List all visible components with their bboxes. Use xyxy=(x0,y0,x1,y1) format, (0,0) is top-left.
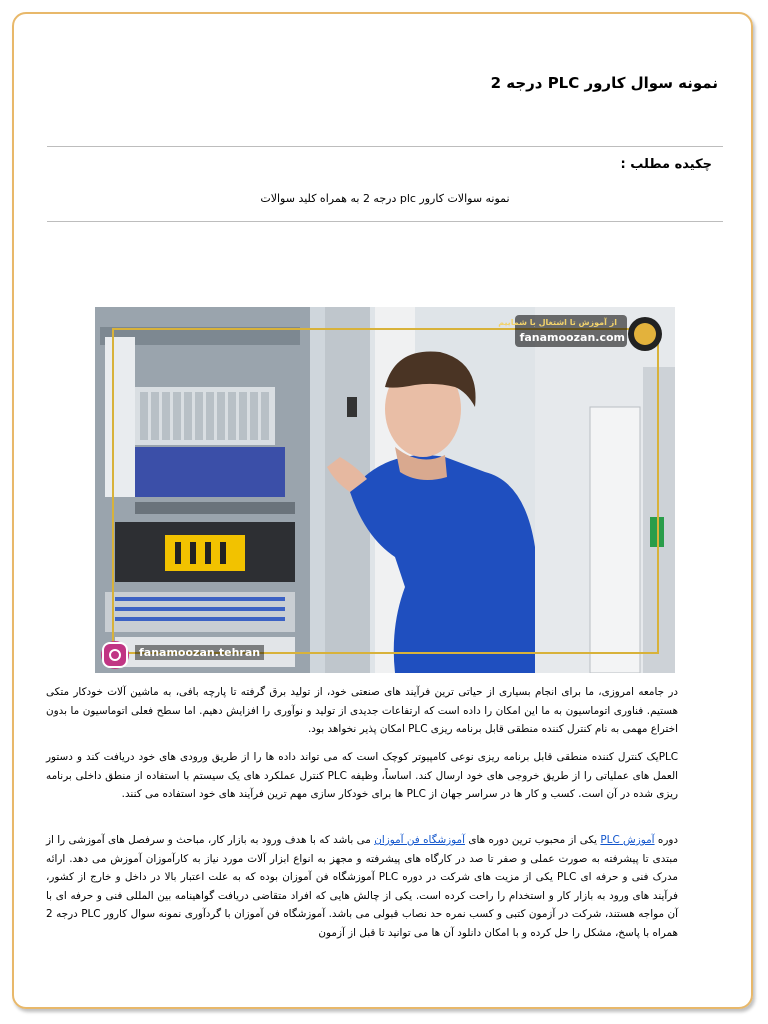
paragraph-intro: در جامعه امروزی، ما برای انجام بسیاری از حیاتی ترین فرآیند های صنعتی خود، از تولید برق گرفته تا پارچه بافی، به ماشین آلات خودکار متکی هستیم. فناوری اتوماسیون به ما این امکان را داده است که ارتفاعات جدیدی از تولید و نوآوری را افزایش دهیم. اما سطح فعلی اتوماسیون ما بدون اختراع مهمی به نام کنترل کننده منطقی قابل برنامه ریزی PLC امکان پذیر نخواهد بود. xyxy=(46,686,678,735)
logo-icon xyxy=(662,315,663,316)
watermark-top-tagline: از آموزش تا اشتغال با شماییم xyxy=(498,318,617,327)
paragraph-course-text-b: یکی از محبوب ترین دوره های xyxy=(465,834,601,846)
link-fanamoozan-institute[interactable]: آموزشگاه فن آموزان xyxy=(374,834,465,846)
paragraph-course-text-a: دوره xyxy=(654,834,678,846)
link-plc-course[interactable]: آموزش PLC xyxy=(600,834,655,846)
divider-bottom xyxy=(47,221,723,222)
paragraph-course-text-c: می باشد که با هدف ورود به بازار کار، مباحث و سرفصل های آموزشی را از مبتدی تا پیشرفته به صورت عملی و صفر تا صد در کارگاه های پیشرفته و مجهز به انواع ابزار آلات مورد نیاز به کارآموزان آموزش می دهد. ارائه مدرک فنی و حرفه ای PLC یکی از مزیت های شرکت در دوره PLC آموزشگاه فن آموزان بوده که به علت اعتبار بالا در داخل و خارج از کشور، فرآیند های ورود به بازار کار و استخدام را راحت کرده است. یکی از چالش هایی که افراد متقاضی دریافت گواهینامه بین المللی فنی و حرفه ای با آن مواجه هستند، شرکت در آزمون کتبی و کسب نمره حد نصاب قبولی می باشد. آموزشگاه فن آموزان با گردآوری نمونه سوال کارور PLC درجه 2 همراه با پاسخ، مشکل را حل کرده و با امکان دانلود آن ها می توانید تا قبل از آزمون xyxy=(46,834,678,939)
summary-label: چکیده مطلب : xyxy=(620,157,712,172)
summary-text: نمونه سوالات کارور plc درجه 2 به همراه کلید سوالات xyxy=(260,192,510,205)
paragraph-course xyxy=(46,831,678,942)
instagram-icon xyxy=(101,641,102,642)
watermark-bottom-handle: fanamoozan.tehran xyxy=(135,645,264,660)
article-photo xyxy=(95,307,675,673)
paragraph-plc-definition: PLCیک کنترل کننده منطقی قابل برنامه ریزی نوعی کامپیوتر کوچک است که می تواند داده ها را از طریق ورودی های خود دریافت کند و دستور العمل های عملیاتی را از طریق خروجی های خود ارسال کند. اساساً، وظیفه PLC کنترل عملکرد های یک سیستم با استفاده از منطق داخلی برنامه ریزی شده در آن است. کسب و کار ها در سراسر جهان از PLC ها برای خودکار سازی مهم ترین فرآیند های خود استفاده می کنند. xyxy=(46,751,678,800)
page-title: نمونه سوال کارور PLC درجه 2 xyxy=(490,74,718,92)
watermark-top-url: fanamoozan.com xyxy=(519,331,625,344)
divider-top xyxy=(47,146,723,147)
